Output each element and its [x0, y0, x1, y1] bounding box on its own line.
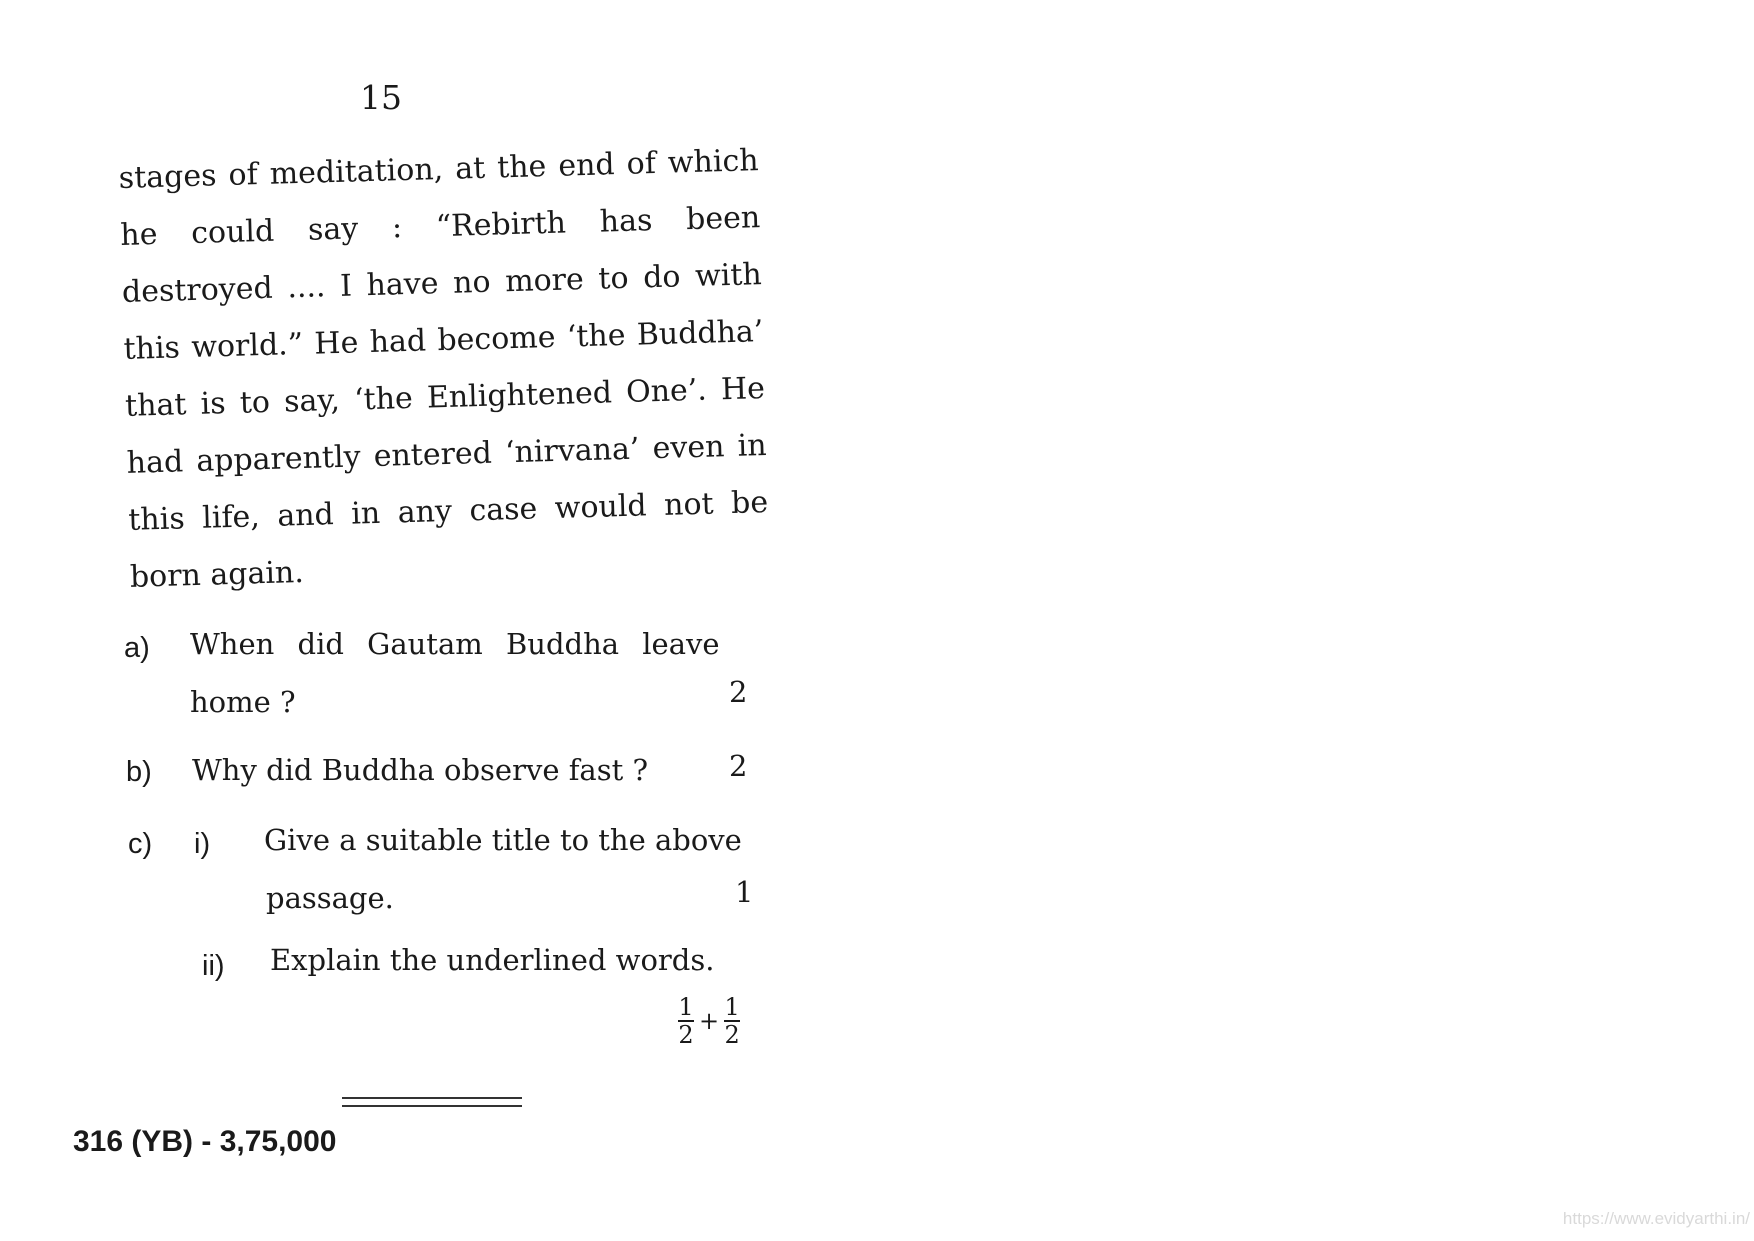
- question-c-ii-label: ii): [202, 950, 225, 982]
- question-b: [126, 749, 756, 802]
- question-c-ii-marks: [678, 995, 740, 1047]
- fraction-denominator: 2: [724, 1021, 740, 1049]
- footer-paper-code: 316 (YB) - 3,75,000: [73, 1125, 337, 1158]
- watermark-url: https://www.evidyarthi.in/: [1562, 1209, 1750, 1228]
- question-a-text-line1: When did Gautam Buddha leave: [190, 627, 720, 661]
- question-a-marks: 2: [729, 675, 748, 709]
- question-c-ii-text: Explain the underlined words.: [270, 943, 715, 977]
- fraction-denominator: 2: [678, 1021, 694, 1049]
- page-number: 15: [360, 78, 402, 117]
- question-b-label: b): [126, 756, 152, 788]
- question-c-i-text-line1: Give a suitable title to the above: [264, 823, 742, 857]
- passage-line: that is to say, ‘the Enlightened One’. He: [124, 371, 766, 424]
- question-c-i-text-line2: passage.: [266, 881, 394, 915]
- passage-line: destroyed .... I have no more to do with: [121, 257, 763, 310]
- question-b-marks: 2: [729, 749, 748, 783]
- passage-line: he could say : “Rebirth has been: [119, 200, 761, 253]
- question-a: [124, 628, 754, 728]
- passage-line: this world.” He had become ‘the Buddha’: [123, 314, 764, 367]
- question-b-text: Why did Buddha observe fast ?: [192, 753, 649, 787]
- passage: [118, 132, 770, 606]
- plus-sign: +: [699, 1007, 720, 1035]
- question-a-text-line2: home ?: [190, 685, 296, 719]
- fraction-half: [678, 995, 694, 1047]
- end-of-paper-rule: [342, 1097, 522, 1107]
- fraction-numerator: 1: [678, 993, 694, 1021]
- fraction-numerator: 1: [724, 993, 740, 1021]
- question-a-label: a): [124, 632, 150, 664]
- question-c-i-label: i): [194, 828, 211, 860]
- passage-line: stages of meditation, at the end of which: [118, 143, 760, 196]
- passage-line: had apparently entered ‘nirvana’ even in: [126, 428, 767, 481]
- passage-line: born again.: [129, 554, 305, 595]
- question-c: [128, 822, 758, 982]
- question-c-label: c): [128, 828, 153, 860]
- passage-line: this life, and in any case would not be: [127, 484, 769, 538]
- question-c-i-marks: 1: [735, 875, 754, 909]
- fraction-half: [724, 995, 740, 1047]
